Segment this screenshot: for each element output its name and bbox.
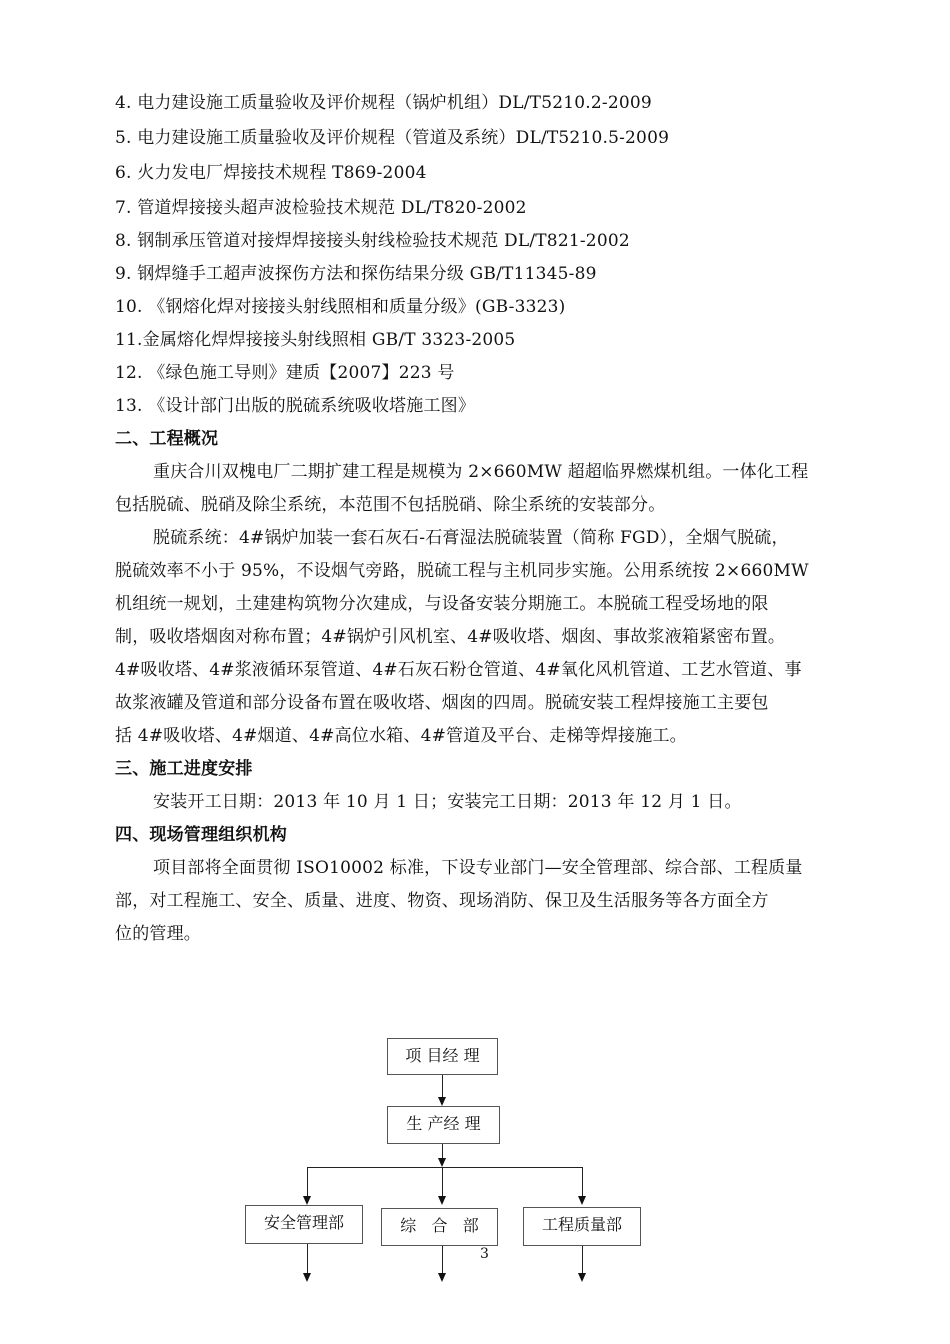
arrow-down-icon <box>438 1158 446 1167</box>
paragraph-line: 重庆合川双槐电厂二期扩建工程是规模为 2×660MW 超超临界燃煤机组。一体化工程 <box>153 462 809 482</box>
paragraph-line: 制，吸收塔烟囱对称布置；4#锅炉引风机室、4#吸收塔、烟囱、事故浆液箱紧密布置。 <box>115 627 786 647</box>
paragraph-line: 部，对工程施工、安全、质量、进度、物资、现场消防、保卫及生活服务等各方面全方 <box>115 891 769 911</box>
paragraph-line: 故浆液罐及管道和部分设备布置在吸收塔、烟囱的四周。脱硫安装工程焊接施工主要包 <box>115 693 769 713</box>
paragraph-line: 4#吸收塔、4#浆液循环泵管道、4#石灰石粉仓管道、4#氧化风机管道、工艺水管道、事 <box>115 660 802 680</box>
arrow-down-icon <box>578 1273 586 1282</box>
arrow-down-icon <box>303 1273 311 1282</box>
standard-item: 13. 《设计部门出版的脱硫系统吸收塔施工图》 <box>115 396 476 416</box>
paragraph-line: 脱硫效率不小于 95%，不设烟气旁路，脱硫工程与主机同步实施。公用系统按 2×660MW <box>115 561 809 581</box>
org-box-quality-dept: 工程质量部 <box>523 1207 641 1246</box>
connector-line <box>582 1167 583 1197</box>
connector-line <box>442 1167 443 1197</box>
connector-line <box>442 1246 443 1274</box>
paragraph-line: 括 4#吸收塔、4#烟道、4#高位水箱、4#管道及平台、走梯等焊接施工。 <box>115 726 687 746</box>
arrow-down-icon <box>438 1273 446 1282</box>
standard-item: 4. 电力建设施工质量验收及评价规程（锅炉机组）DL/T5210.2-2009 <box>115 93 652 113</box>
paragraph-line: 位的管理。 <box>115 924 201 944</box>
standard-item: 6. 火力发电厂焊接技术规程 T869-2004 <box>115 163 427 183</box>
section-heading-organization: 四、现场管理组织机构 <box>115 825 287 845</box>
section-heading-schedule: 三、施工进度安排 <box>115 759 253 779</box>
section-heading-overview: 二、工程概况 <box>115 429 219 449</box>
standard-item: 9. 钢焊缝手工超声波探伤方法和探伤结果分级 GB/T11345-89 <box>115 264 597 284</box>
connector-horizontal <box>307 1167 582 1168</box>
standard-item: 7. 管道焊接接头超声波检验技术规范 DL/T820-2002 <box>115 198 527 218</box>
paragraph-line: 脱硫系统：4#锅炉加装一套石灰石-石膏湿法脱硫装置（简称 FGD），全烟气脱硫， <box>153 528 789 548</box>
page-number: 3 <box>480 1246 489 1262</box>
arrow-down-icon <box>578 1196 586 1205</box>
paragraph-line: 包括脱硫、脱硝及除尘系统，本范围不包括脱硝、除尘系统的安装部分。 <box>115 495 666 515</box>
org-box-safety-dept: 安全管理部 <box>245 1205 363 1244</box>
standard-item: 12. 《绿色施工导则》建质【2007】223 号 <box>115 363 455 383</box>
schedule-text: 安装开工日期：2013 年 10 月 1 日；安装完工日期：2013 年 12 月 1 日。 <box>153 792 742 812</box>
arrow-down-icon <box>303 1196 311 1205</box>
org-box-general-dept: 综 合 部 <box>381 1208 498 1246</box>
standard-item: 11.金属熔化焊焊接接头射线照相 GB/T 3323-2005 <box>115 330 516 350</box>
org-box-project-manager: 项 目经 理 <box>387 1038 498 1075</box>
connector-line <box>442 1075 443 1098</box>
connector-line <box>307 1244 308 1274</box>
arrow-down-icon <box>438 1097 446 1106</box>
standard-item: 8. 钢制承压管道对接焊焊接接头射线检验技术规范 DL/T821-2002 <box>115 231 630 251</box>
standard-item: 5. 电力建设施工质量验收及评价规程（管道及系统）DL/T5210.5-2009 <box>115 128 670 148</box>
standard-item: 10. 《钢熔化焊对接接头射线照相和质量分级》(GB-3323) <box>115 297 566 317</box>
connector-line <box>307 1167 308 1197</box>
connector-line <box>582 1246 583 1274</box>
arrow-down-icon <box>438 1196 446 1205</box>
paragraph-line: 项目部将全面贯彻 ISO10002 标准，下设专业部门—安全管理部、综合部、工程质量 <box>153 858 803 878</box>
paragraph-line: 机组统一规划，土建建构筑物分次建成，与设备安装分期施工。本脱硫工程受场地的限 <box>115 594 769 614</box>
org-box-production-manager: 生 产经 理 <box>387 1106 500 1144</box>
